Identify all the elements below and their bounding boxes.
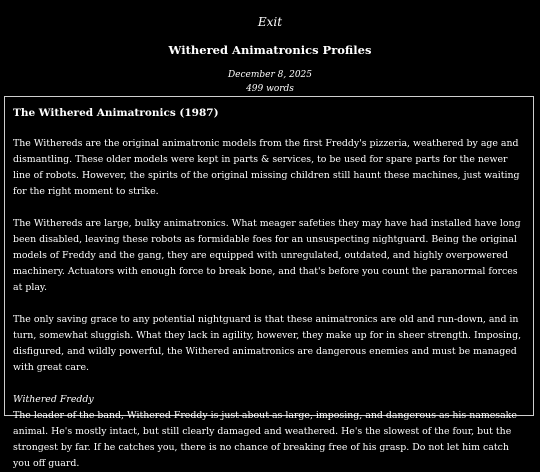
exit-link[interactable]: Exit xyxy=(257,15,283,29)
section-heading: The Withered Animatronics (1987) xyxy=(13,107,219,119)
paragraph: The Withereds are large, bulky animatronics. What meager safeties they may have had installed have long been disabled, leaving these robots as formidable foes for an unsuspecting nightguard. Being the original models of Freddy and the gang, they are equipped with unregulated, outdated, and highly overpowered machinery. Actuators with enough force to break bone, and that's before you count the paranormal forces at play. xyxy=(13,218,521,293)
profile-text: The leader of the band, Withered Freddy is just about as large, imposing, and dangerous as his namesake animal. He's mostly intact, but still clearly damaged and weathered. He's the slowest of the four, but the strongest by far. If he catches you, there is no chance of breaking free of his grasp. Do not let him catch you off guard. xyxy=(13,410,517,469)
word-count: 499 words xyxy=(246,84,294,94)
publish-date: December 8, 2025 xyxy=(227,70,313,80)
page-title: Withered Animatronics Profiles xyxy=(168,43,372,57)
page-header xyxy=(0,0,540,95)
profile-name: Withered Freddy xyxy=(13,394,94,405)
paragraph: The Withereds are the original animatronic models from the first Freddy's pizzeria, weathered by age and dismantling. These older models were kept in parts & services, to be used for spare parts for the newer line of robots. However, the spirits of the original missing children still haunt these machines, just waiting for the right moment to strike. xyxy=(13,138,520,197)
paragraph: The only saving grace to any potential nightguard is that these animatronics are old and run-down, and in turn, somewhat sluggish. What they lack in agility, however, they make up for in sheer strength. Imposing, disfigured, and wildly powerful, the Withered animatronics are dangerous enemies and must be managed with great care. xyxy=(13,314,522,373)
content-panel xyxy=(4,96,534,469)
